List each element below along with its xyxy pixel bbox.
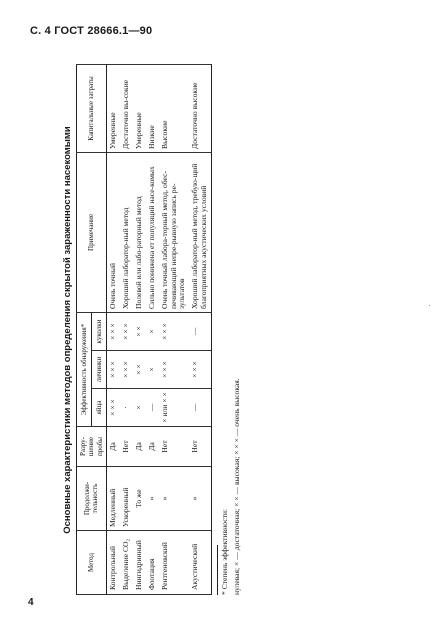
col-header-cost: Капитальные затраты (77, 64, 107, 152)
rotated-table-block (60, 65, 415, 595)
page-number: 4 (28, 597, 34, 608)
cell-notes: Очень точный лабора-торный метод, обес-печивающий непре-рывную запись ре-зультатов (159, 152, 190, 312)
col-header-method: Метод (77, 531, 107, 595)
cell-eggs: × × × (106, 389, 119, 427)
cell-cost: Достаточно высокие (189, 64, 211, 152)
col-header-eggs: яйца (91, 389, 106, 427)
table-row (146, 64, 159, 594)
cell-duration: » (146, 467, 159, 531)
col-header-pupae: куколки (91, 312, 106, 350)
col-header-duration: Продолжи-тельность (77, 467, 107, 531)
cell-notes: Очень точный (106, 152, 119, 312)
cell-eggs: — (189, 389, 211, 427)
cell-pupae: — (189, 312, 211, 350)
cell-duration: Ускоренный (120, 467, 133, 531)
cell-method: Выделение CO₂ (120, 531, 133, 595)
cell-method: Нингидринный (133, 531, 146, 595)
cell-pupae: × × × (106, 312, 119, 350)
cell-larvae: × (146, 351, 159, 389)
cell-eggs: · (120, 389, 133, 427)
cell-method: Флотация (146, 531, 159, 595)
cell-eggs: × (133, 389, 146, 427)
col-header-destruct: Разру-шение пробы (77, 427, 107, 467)
cell-duration: » (189, 467, 211, 531)
cell-eggs: — (146, 389, 159, 427)
cell-notes: Хороший лаборатор-ный метод, требую-щий благоприятных акустических условий (189, 152, 211, 312)
cell-pupae: × (146, 312, 159, 350)
methods-table (76, 64, 212, 595)
col-header-efficiency: Эффективность обнаружения* (77, 312, 92, 426)
table-row (189, 64, 211, 594)
cell-method: Контрольный (106, 531, 119, 595)
cell-destruct: Нет (159, 427, 190, 467)
cell-larvae: × × (133, 351, 146, 389)
cell-destruct: Да (146, 427, 159, 467)
cell-pupae: × × × (159, 312, 190, 350)
page-header: С. 4 ГОСТ 28666.1—90 (30, 25, 153, 37)
table-row (106, 64, 119, 594)
cell-cost: Умеренные (106, 64, 119, 152)
cell-cost: Достаточно вы-сокие (120, 64, 133, 152)
col-header-larvae: личинки (91, 351, 106, 389)
cell-pupae: × × × (120, 312, 133, 350)
cell-method: Акустический (189, 531, 211, 595)
cell-cost: Низкие (146, 64, 159, 152)
col-header-notes: Примечание (77, 152, 107, 312)
cell-cost: Умеренные (133, 64, 146, 152)
table-row (159, 64, 190, 594)
cell-larvae: × × × (159, 351, 190, 389)
cell-notes: Хороший лаборатор-ный метод (120, 152, 133, 312)
cell-cost: Высокие (159, 64, 190, 152)
footnote-line-1: * Степень эффективности: (220, 508, 230, 595)
cell-larvae: × × × (189, 351, 211, 389)
footnote-line-2: нулевая; × — достаточная; × × — высокая; × × × — очень высокая. (231, 378, 241, 595)
cell-notes: Полевой или лабо-раторный метод (133, 152, 146, 312)
cell-eggs: × или × × (159, 389, 190, 427)
cell-duration: Медленный (106, 467, 119, 531)
cell-destruct: Нет (120, 427, 133, 467)
cell-duration: То же (133, 467, 146, 531)
cell-destruct: Да (133, 427, 146, 467)
cell-destruct: Нет (189, 427, 211, 467)
cell-method: Рентгеновский (159, 531, 190, 595)
table-title: Основные характеристики методов определения скрытой зараженности насекомыми (62, 126, 73, 534)
table-row (120, 64, 133, 594)
cell-pupae: × × (133, 312, 146, 350)
cell-larvae: × × × (120, 351, 133, 389)
footnote-rule (217, 545, 218, 595)
cell-larvae: × × × (106, 351, 119, 389)
table-row (133, 64, 146, 594)
margin-mark: · (428, 300, 431, 310)
cell-notes: Сильно понижена ет популяций насе-комых (146, 152, 159, 312)
cell-destruct: Да (106, 427, 119, 467)
cell-duration: » (159, 467, 190, 531)
